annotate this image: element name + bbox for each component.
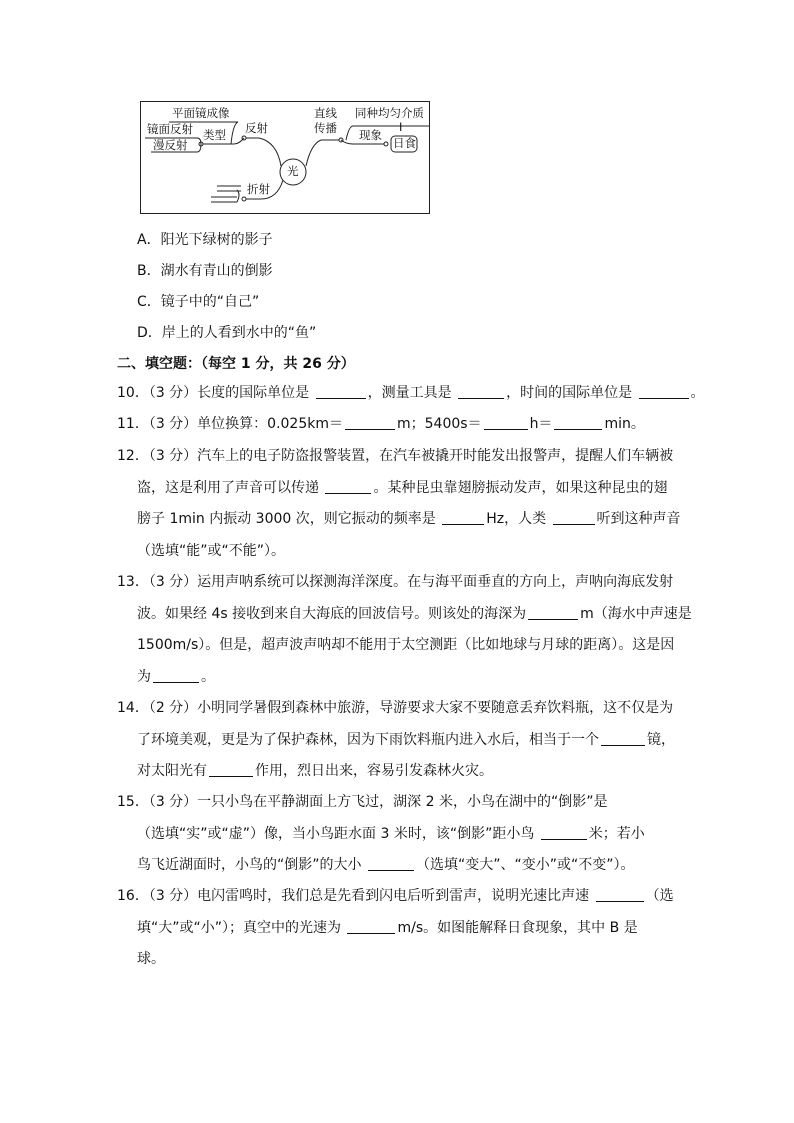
- label-solar-eclipse: 日食: [393, 136, 416, 150]
- q11-blank-2[interactable]: [484, 415, 528, 430]
- q13-blank-1[interactable]: [528, 605, 578, 620]
- q12-blank-1[interactable]: [325, 479, 371, 494]
- option-b: B．湖水有青山的倒影: [137, 263, 273, 279]
- q14-text-2a: 了环境美观，更是为了保护森林，因为下雨饮料瓶内进入水后，相当于一个: [137, 731, 599, 748]
- q10-blank-1[interactable]: [316, 384, 366, 399]
- q16-line-3: 球。: [137, 951, 165, 967]
- q16-text-1b: （选: [645, 888, 674, 904]
- q10-text-b: ，测量工具是: [367, 385, 457, 401]
- q13-line-1: 13．（3 分）运用声呐系统可以探测海洋深度。在与海平面垂直的方向上，声呐向海底发射: [117, 574, 674, 590]
- q12-line-4: （选填“能”或“不能”）。: [137, 542, 286, 559]
- q13-text-4a: 为: [137, 668, 151, 685]
- q14-text-2b: 镜，: [647, 731, 675, 748]
- label-propagate: 传播: [314, 121, 337, 135]
- q16-text-1a: 16．（3 分）电闪雷鸣时，我们总是先看到闪电后听到雷声，说明光速比声速: [117, 888, 594, 904]
- q10-text-a: 10．（3 分）长度的国际单位是: [117, 385, 314, 401]
- label-type: 类型: [203, 128, 226, 142]
- label-refraction: 折射: [247, 182, 270, 196]
- q13-blank-2[interactable]: [153, 668, 199, 683]
- question-13: [117, 567, 692, 693]
- q14-blank-1[interactable]: [601, 731, 645, 746]
- label-straight: 直线: [314, 106, 337, 120]
- q12-text-3b: Hz，人类: [486, 511, 551, 527]
- question-10: [117, 378, 705, 410]
- q16-text-2a: 填“大”或“小”）；真空中的光速为: [137, 919, 346, 936]
- question-14: [117, 693, 677, 788]
- option-c: C．镜子中的“自己”: [137, 294, 260, 310]
- q12-text-2a: 盗，这是利用了声音可以传递: [137, 479, 324, 496]
- q12-text-3a: 膀子 1min 内振动 3000 次，则它振动的频率是: [137, 511, 441, 527]
- q15-text-2a: （选填“实”或“虚”）像，当小鸟距水面 3 米时，该“倒影”距小鸟: [137, 825, 539, 842]
- q12-text-3c: 听到这种声音: [596, 511, 681, 527]
- q16-blank-2[interactable]: [347, 919, 395, 934]
- label-reflection: 反射: [245, 121, 268, 135]
- q14-blank-2[interactable]: [209, 762, 253, 777]
- q15-text-2b: 米；若小: [588, 825, 645, 842]
- q11-text-d: min。: [604, 416, 645, 432]
- q10-text-d: 。: [690, 385, 705, 401]
- q11-blank-3[interactable]: [554, 415, 602, 430]
- q11-text-c: h＝: [529, 416, 553, 432]
- q13-text-4b: 。: [201, 668, 215, 685]
- label-specular-reflection: 镜面反射: [147, 122, 193, 136]
- q12-text-2b: 。某种昆虫靠翅膀振动发声，如果这种昆虫的翅: [373, 479, 668, 496]
- q12-blank-3[interactable]: [553, 510, 595, 525]
- q15-text-3a: 鸟飞近湖面时，小鸟的“倒影”的大小: [137, 857, 366, 873]
- q10-blank-3[interactable]: [639, 384, 689, 399]
- q15-line-1: 15．（3 分）一只小鸟在平静湖面上方飞过，湖深 2 米，小鸟在湖中的“倒影”是: [117, 794, 608, 810]
- light-concept-map: [140, 101, 430, 214]
- option-a: A．阳光下绿树的影子: [137, 232, 273, 248]
- q16-text-2b: m/s。如图能解释日食现象，其中 B 是: [397, 919, 638, 936]
- section-title: 二、填空题：（每空 1 分，共 26 分）: [117, 356, 355, 372]
- q13-text-2a: 波。如果经 4s 接收到来自大海底的回波信号。则该处的海深为: [137, 605, 527, 622]
- question-16: [117, 881, 677, 976]
- question-15: [117, 787, 677, 882]
- option-d: D．岸上的人看到水中的“鱼”: [137, 325, 317, 341]
- q15-text-3b: （选填“变大”、“变小”或“不变”）。: [415, 857, 635, 873]
- q14-text-3a: 对太阳光有: [137, 763, 207, 779]
- label-diffuse-reflection: 漫反射: [153, 138, 188, 152]
- label-blank-i: I: [399, 120, 403, 134]
- q15-blank-2[interactable]: [368, 856, 414, 871]
- q10-text-c: ，时间的国际单位是: [506, 385, 637, 401]
- q14-line-1: 14．（2 分）小明同学暑假到森林中旅游，导游要求大家不要随意丢弃饮料瓶，这不仅是为: [117, 700, 674, 716]
- q10-blank-2[interactable]: [458, 384, 504, 399]
- label-center-light: 光: [287, 164, 299, 178]
- question-11: [117, 409, 677, 441]
- q11-blank-1[interactable]: [345, 415, 395, 430]
- q16-blank-1[interactable]: [596, 887, 644, 902]
- q14-text-3b: 作用，烈日出来，容易引发森林火灾。: [255, 763, 493, 779]
- q13-line-3: 1500m/s）。但是，超声波声呐却不能用于太空测距（比如地球与月球的距离）。这是因: [137, 637, 675, 653]
- label-phenomenon: 现象: [359, 128, 382, 142]
- q11-text-a: 11．（3 分）单位换算：0.025km＝: [117, 416, 343, 432]
- q11-text-b: m；5400s＝: [397, 416, 482, 432]
- question-12: [117, 441, 681, 567]
- label-plane-mirror: 平面镜成像: [172, 106, 230, 120]
- q15-blank-1[interactable]: [541, 825, 587, 840]
- q13-text-2b: m（海水中声速是: [580, 605, 692, 622]
- label-uniform-medium: 同种均匀介质: [355, 106, 424, 120]
- q12-line-1: 12．（3 分）汽车上的电子防盗报警装置，在汽车被撬开时能发出报警声，提醒人们车辆被: [117, 448, 674, 464]
- q12-blank-2[interactable]: [442, 510, 484, 525]
